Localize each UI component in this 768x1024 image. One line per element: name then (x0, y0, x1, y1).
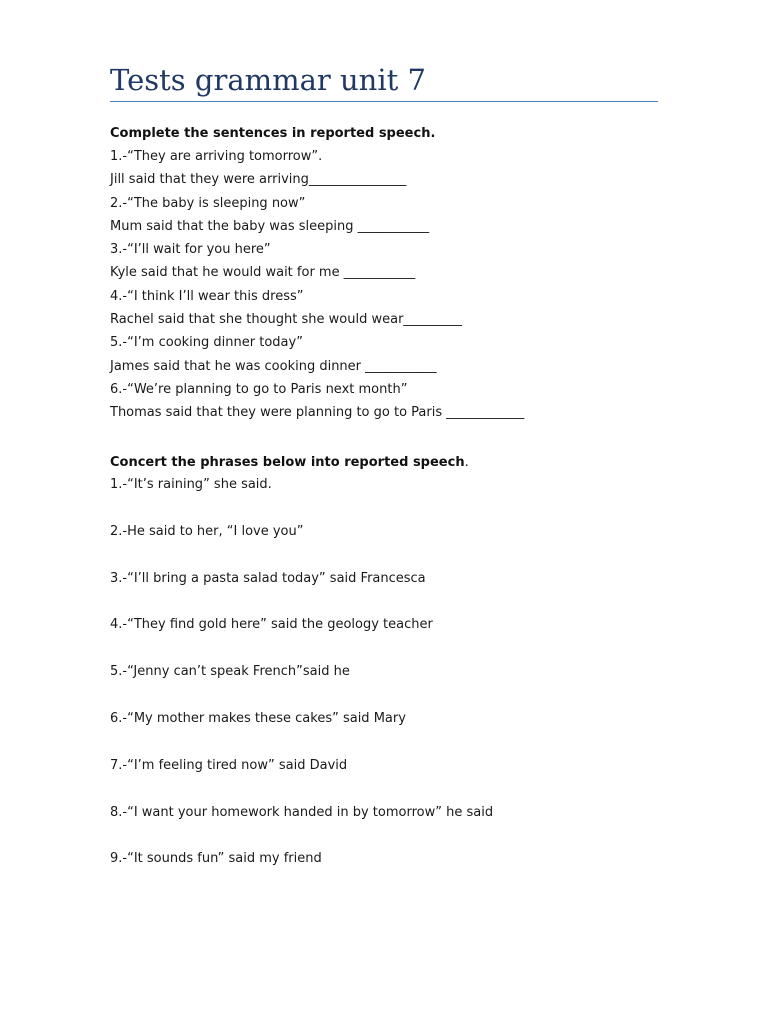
exercise-line: Thomas said that they were planning to go to Paris ____________ (110, 405, 525, 421)
page-title: Tests grammar unit 7 (110, 63, 426, 97)
exercise-item: 8.-“I want your homework handed in by tomorrow” he said (110, 804, 494, 820)
exercise-item: 7.-“I’m feeling tired now” said David (110, 757, 348, 773)
section-heading: Complete the sentences in reported speech. (110, 125, 436, 141)
exercise-line: 2.-“The baby is sleeping now” (110, 195, 306, 211)
exercise-item: 1.-“It’s raining” she said. (110, 477, 272, 492)
exercise-line: Jill said that they were arriving_______________ (110, 172, 407, 188)
exercise-line: 3.-“I’ll wait for you here” (110, 242, 271, 258)
section-complete-sentences (110, 122, 524, 425)
exercise-line: Mum said that the baby was sleeping ___________ (110, 218, 430, 234)
title-divider (110, 101, 658, 102)
exercise-item: 2.-He said to her, “I love you” (110, 523, 304, 539)
exercise-line: Rachel said that she thought she would wear_________ (110, 312, 462, 328)
exercise-line: 5.-“I’m cooking dinner today” (110, 335, 303, 351)
exercise-line: 4.-“I think I’ll wear this dress” (110, 288, 304, 304)
exercise-item: 4.-“They find gold here” said the geology teacher (110, 617, 433, 633)
exercise-line: James said that he was cooking dinner ___________ (110, 358, 437, 374)
exercise-item: 6.-“My mother makes these cakes” said Mary (110, 710, 406, 726)
section-heading-period: . (464, 454, 469, 470)
section-convert-phrases (110, 451, 493, 895)
exercise-item: 3.-“I’ll bring a pasta salad today” said Francesca (110, 570, 426, 586)
exercise-line: Kyle said that he would wait for me ___________ (110, 265, 416, 281)
exercise-line: 6.-“We’re planning to go to Paris next month” (110, 381, 408, 397)
exercise-item: 9.-“It sounds fun” said my friend (110, 851, 322, 867)
exercise-line: 1.-“They are arriving tomorrow”. (110, 148, 323, 164)
section-heading: Concert the phrases below into reported speech (110, 454, 465, 470)
exercise-item: 5.-“Jenny can’t speak French”said he (110, 664, 350, 680)
